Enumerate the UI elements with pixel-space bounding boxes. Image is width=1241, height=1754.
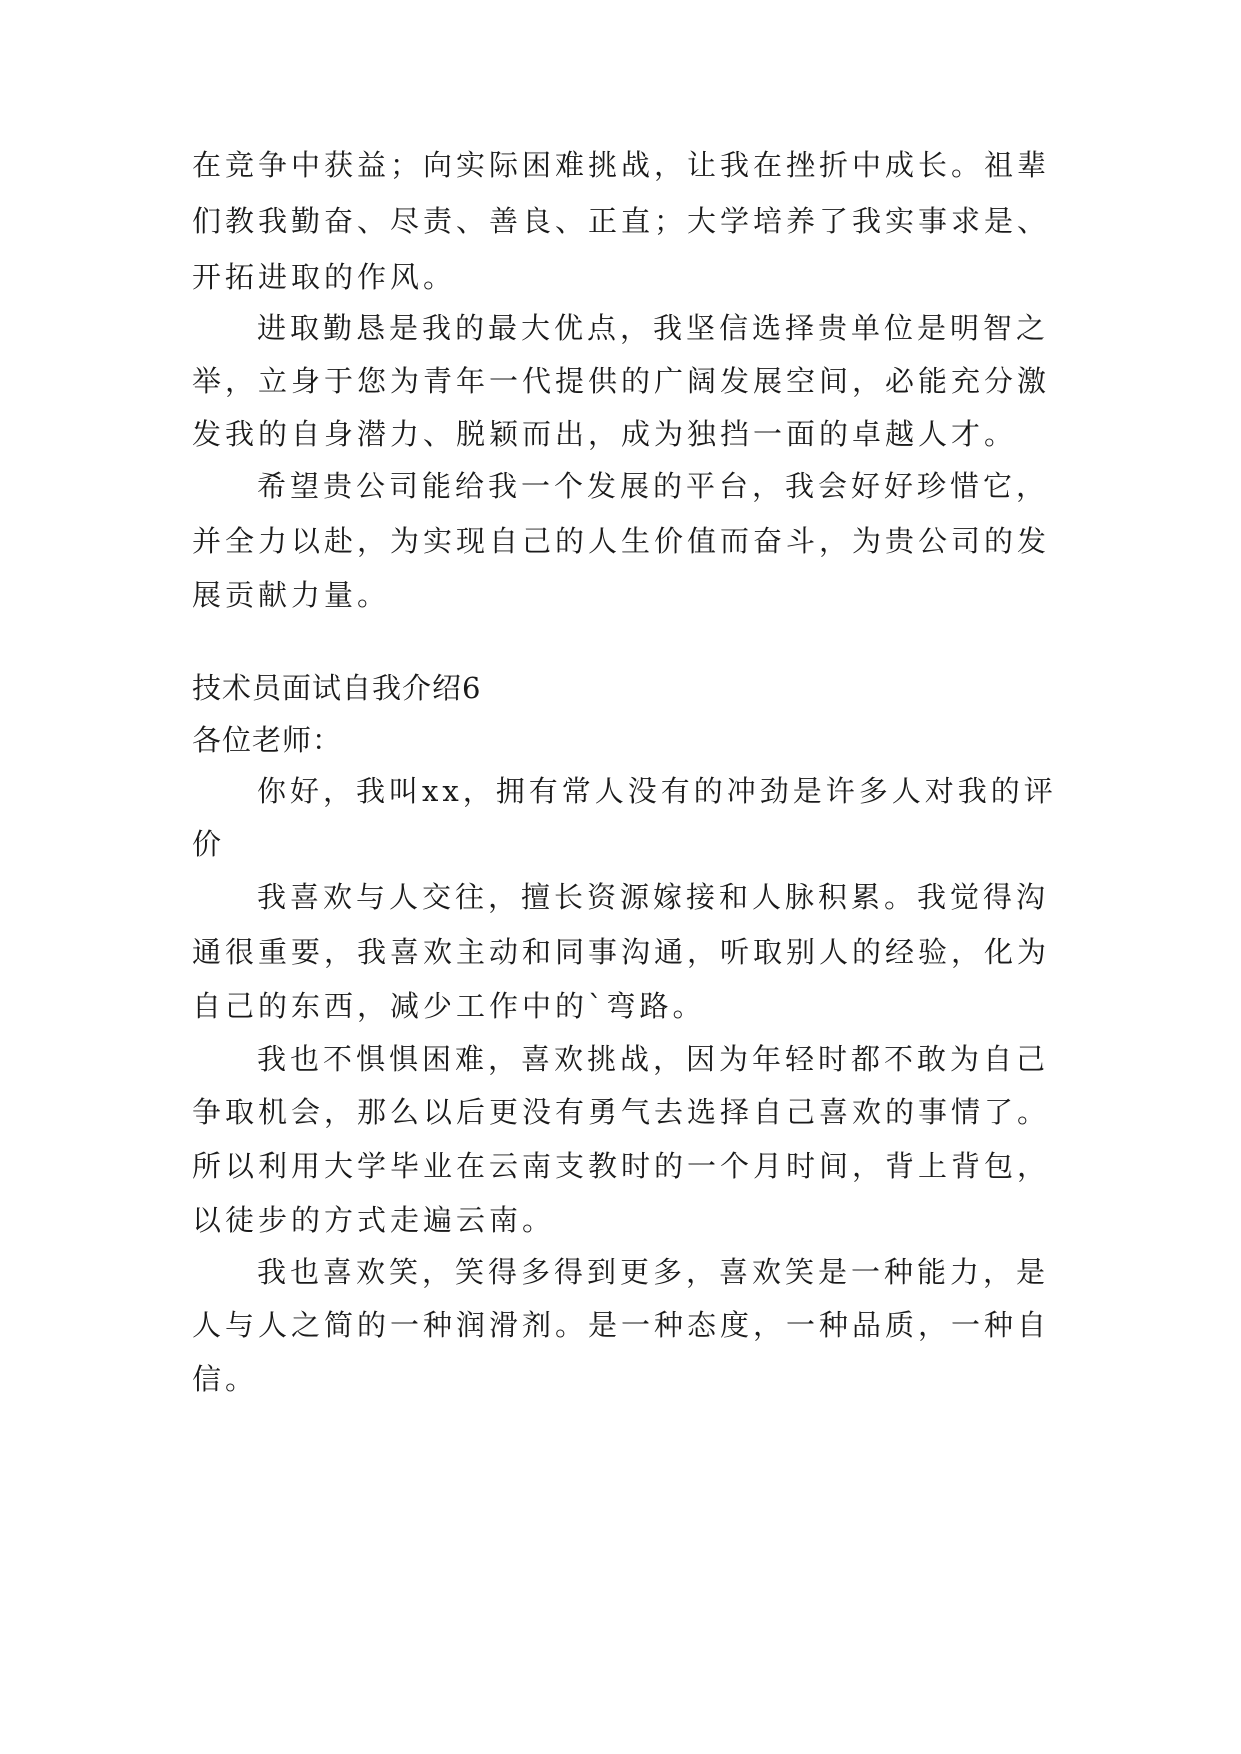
body-text-line: 你好，我叫xx，拥有常人没有的冲劲是许多人对我的评 — [257, 774, 1057, 808]
body-text-line: 举，立身于您为青年一代提供的广阔发展空间，必能充分激 — [192, 364, 1051, 398]
body-text-line: 我也喜欢笑，笑得多得到更多，喜欢笑是一种能力，是 — [257, 1255, 1050, 1289]
body-text-line: 发我的自身潜力、脱颖而出，成为独挡一面的卓越人才。 — [192, 417, 1018, 451]
body-text-line: 们教我勤奋、尽责、善良、正直；大学培养了我实事求是、 — [192, 204, 1051, 238]
body-text-line: 并全力以赴，为实现自己的人生价值而奋斗，为贵公司的发 — [192, 524, 1051, 558]
body-text-line: 通很重要，我喜欢主动和同事沟通，听取别人的经验，化为 — [192, 935, 1051, 969]
body-text-line: 价 — [192, 827, 226, 861]
body-text-line: 我也不惧惧困难，喜欢挑战，因为年轻时都不敢为自己 — [257, 1042, 1050, 1076]
body-text-line: 展贡献力量。 — [192, 578, 391, 612]
body-text-line: 争取机会，那么以后更没有勇气去选择自己喜欢的事情了。 — [192, 1095, 1051, 1129]
body-text-line: 希望贵公司能给我一个发展的平台，我会好好珍惜它， — [257, 469, 1050, 503]
body-text-line: 自己的东西，减少工作中的`弯路。 — [192, 989, 706, 1023]
body-text-line: 进取勤恳是我的最大优点，我坚信选择贵单位是明智之 — [257, 311, 1050, 345]
body-text-line: 以徒步的方式走遍云南。 — [192, 1203, 556, 1237]
salutation: 各位老师： — [192, 723, 343, 757]
body-text-line: 信。 — [192, 1362, 259, 1396]
body-text-line: 我喜欢与人交往，擅长资源嫁接和人脉积累。我觉得沟 — [257, 880, 1050, 914]
section-title: 技术员面试自我介绍6 — [192, 671, 482, 705]
body-text-line: 所以利用大学毕业在云南支教时的一个月时间，背上背包， — [192, 1149, 1051, 1183]
body-text-line: 开拓进取的作风。 — [192, 260, 457, 294]
body-text-line: 在竞争中获益；向实际困难挑战，让我在挫折中成长。祖辈 — [192, 148, 1051, 182]
body-text-line: 人与人之简的一种润滑剂。是一种态度，一种品质，一种自 — [192, 1308, 1051, 1342]
